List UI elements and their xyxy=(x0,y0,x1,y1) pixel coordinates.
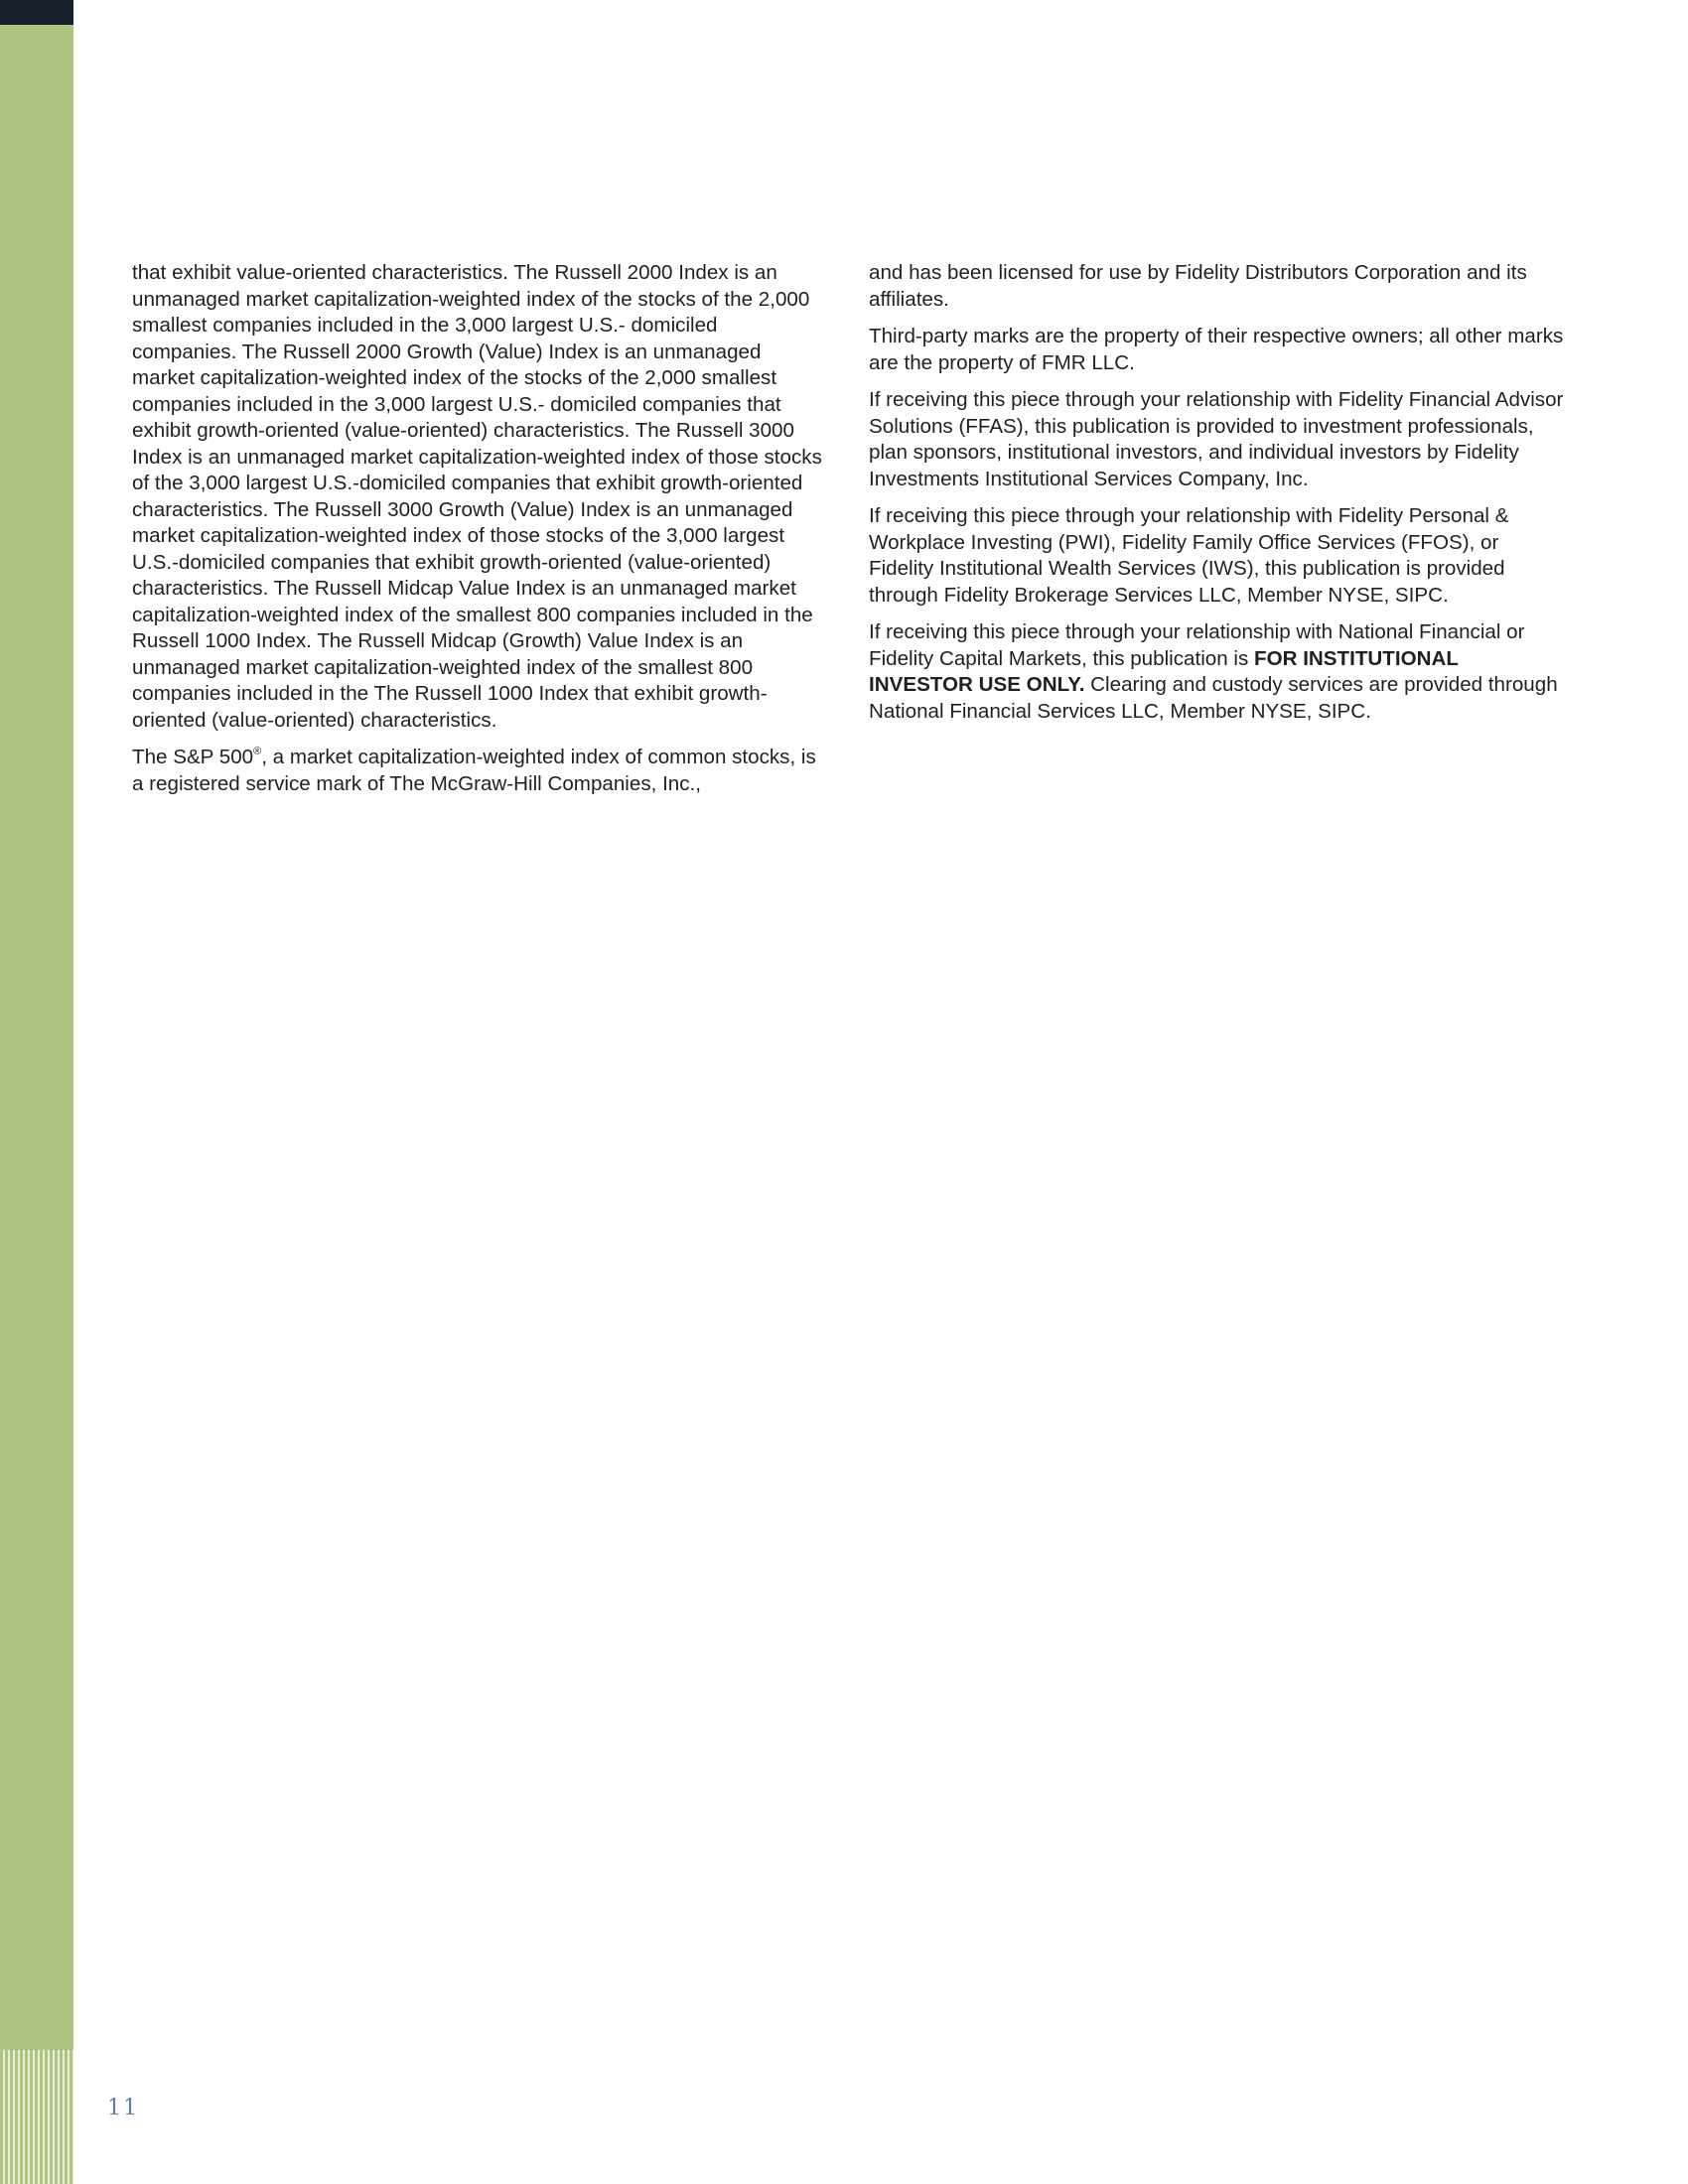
russell-indexes-paragraph: that exhibit value-oriented characteristics. The Russell 2000 Index is an unmanaged market capitalization-weighted index of the stocks of the 2,000 smallest companies included in the 3,000 largest U.S.- domiciled companies. The Russell 2000 Growth (Value) Index is an unmanaged market capitalization-weighted index of the stocks of the 2,000 smallest companies included in the 3,000 largest U.S.- domiciled companies that exhibit growth-oriented (value-oriented) characteristics. The Russell 3000 Index is an unmanaged market capitalization-weighted index of those stocks of the 3,000 largest U.S.-domiciled companies that exhibit growth-oriented characteristics. The Russell 3000 Growth (Value) Index is an unmanaged market capitalization-weighted index of those stocks of the 3,000 largest U.S.-domiciled companies that exhibit growth-oriented (value-oriented) characteristics. The Russell Midcap Value Index is an unmanaged market capitalization-weighted index of the smallest 800 companies included in the Russell 1000 Index. The Russell Midcap (Growth) Value Index is an unmanaged market capitalization-weighted index of the smallest 800 companies included in the The Russell 1000 Index that exhibit growth-oriented (value-oriented) characteristics. xyxy=(132,261,822,732)
third-party-marks-paragraph: Third-party marks are the property of their respective owners; all other marks are the property of FMR LLC. xyxy=(869,325,1564,374)
pwi-paragraph: If receiving this piece through your relationship with Fidelity Personal & Workplace Investing (PWI), Fidelity Family Office Services (FFOS), or Fidelity Institutional Wealth Services (IWS), this publication is provided through Fidelity Brokerage Services LLC, Member NYSE, SIPC. xyxy=(869,504,1509,607)
sidebar-stripes xyxy=(0,2050,73,2184)
sp500-rest: , a market capitalization-weighted index of common stocks, is a registered service mark of The McGraw-Hill Companies, Inc., xyxy=(132,746,816,795)
institutional-paragraph xyxy=(869,619,1564,725)
license-paragraph: and has been licensed for use by Fidelity Distributors Corporation and its affiliates. xyxy=(869,261,1527,311)
sp500-lead: The S&P 500 xyxy=(132,746,254,768)
institutional-rest: Clearing and custody services are provided through National Financial Services LLC, Member NYSE, SIPC. xyxy=(869,673,1558,723)
sp500-paragraph xyxy=(132,745,827,797)
sidebar-band xyxy=(0,0,73,2184)
left-column xyxy=(132,260,827,808)
registered-mark: ® xyxy=(253,746,262,757)
sidebar-top-cap xyxy=(0,0,73,25)
institutional-warning: FOR INSTITUTIONAL INVESTOR USE ONLY. xyxy=(869,646,1459,696)
ffas-paragraph: If receiving this piece through your relationship with Fidelity Financial Advisor Solutions (FFAS), this publication is provided to investment professionals, plan sponsors, institutional investors, and individual investors by Fidelity Investments Institutional Services Company, Inc. xyxy=(869,388,1564,490)
page-number: 11 xyxy=(107,2096,139,2120)
right-column xyxy=(869,260,1564,736)
institutional-lead: If receiving this piece through your relationship with National Financial or Fidelity Capital Markets, this publication is xyxy=(869,620,1525,670)
